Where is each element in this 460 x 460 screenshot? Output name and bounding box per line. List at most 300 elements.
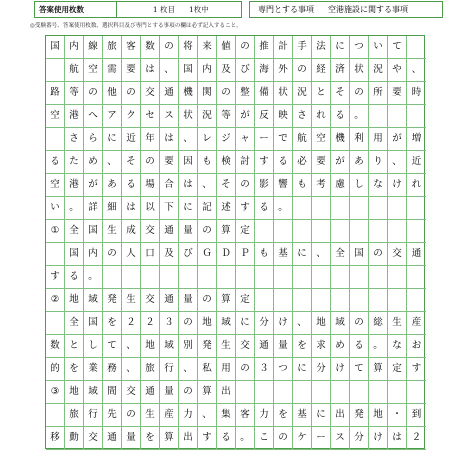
answer-cell: 。	[274, 197, 293, 220]
answer-cell: の	[160, 36, 179, 59]
answer-cell	[407, 197, 426, 220]
answer-cell: 内	[84, 243, 103, 266]
answer-cell: 。	[84, 266, 103, 289]
answer-cell: 産	[160, 404, 179, 427]
answer-cell: る	[122, 174, 141, 197]
answer-cell: 量	[160, 381, 179, 404]
answer-cell: 機	[331, 128, 350, 151]
sheet-count-box	[34, 1, 242, 18]
answer-cell: 国	[84, 220, 103, 243]
answer-cell: 他	[103, 82, 122, 105]
answer-cell	[331, 289, 350, 312]
answer-cell	[46, 128, 65, 151]
answer-cell: 、	[293, 312, 312, 335]
answer-cell: つ	[274, 358, 293, 381]
answer-cell	[312, 289, 331, 312]
answer-cell: 等	[217, 105, 236, 128]
answer-cell: け	[274, 312, 293, 335]
answer-cell: 口	[141, 243, 160, 266]
answer-cell: Ｐ	[236, 243, 255, 266]
answer-cell: の	[293, 59, 312, 82]
answer-cell: ２	[141, 312, 160, 335]
answer-cell	[388, 220, 407, 243]
answer-cell: 、	[122, 335, 141, 358]
answer-cell: 出	[331, 404, 350, 427]
answer-cell: 。	[236, 427, 255, 450]
sheet-current: 1 枚目	[152, 5, 175, 14]
answer-cell	[141, 266, 160, 289]
answer-cell: 基	[293, 404, 312, 427]
answer-cell: す	[407, 358, 426, 381]
answer-cell	[369, 197, 388, 220]
answer-cell: が	[388, 128, 407, 151]
answer-cell: の	[350, 82, 369, 105]
answer-cell	[46, 243, 65, 266]
answer-cell	[198, 266, 217, 289]
answer-cell: 、	[103, 151, 122, 174]
answer-cell: 港	[65, 105, 84, 128]
answer-cell: は	[160, 128, 179, 151]
answer-cell: ジ	[217, 128, 236, 151]
answer-cell: そ	[122, 151, 141, 174]
answer-cell: 合	[160, 174, 179, 197]
answer-cell	[312, 197, 331, 220]
specialty-box	[249, 1, 443, 18]
answer-cell: 済	[331, 59, 350, 82]
answer-cell: 国	[84, 312, 103, 335]
answer-cell: 要	[388, 82, 407, 105]
answer-cell	[217, 266, 236, 289]
answer-cell	[46, 59, 65, 82]
answer-cell: 交	[141, 82, 160, 105]
answer-cell: の	[217, 82, 236, 105]
answer-cell: 、	[388, 151, 407, 174]
specialty-label: 専門とする事項	[258, 5, 314, 14]
answer-cell: れ	[312, 105, 331, 128]
answer-cell: す	[236, 197, 255, 220]
answer-cell	[388, 105, 407, 128]
answer-cell: 計	[274, 36, 293, 59]
answer-cell: る	[65, 266, 84, 289]
answer-cell: し	[350, 174, 369, 197]
answer-cell: に	[293, 358, 312, 381]
answer-cell: 将	[179, 36, 198, 59]
answer-cell: 国	[46, 36, 65, 59]
answer-cell: 全	[65, 220, 84, 243]
answer-cell: 詳	[84, 197, 103, 220]
answer-cell: 通	[255, 335, 274, 358]
answer-cell: 線	[84, 36, 103, 59]
answer-cell: に	[179, 197, 198, 220]
answer-cell: ②	[46, 289, 65, 312]
answer-cell: ２	[122, 312, 141, 335]
answer-cell: め	[84, 151, 103, 174]
answer-cell: 港	[65, 174, 84, 197]
answer-cell: が	[236, 105, 255, 128]
answer-cell: 状	[350, 59, 369, 82]
answer-cell: 。	[65, 197, 84, 220]
answer-cell: の	[369, 243, 388, 266]
answer-cell: 通	[160, 289, 179, 312]
answer-cell: 国	[65, 243, 84, 266]
answer-cell: 近	[122, 128, 141, 151]
answer-cell: 業	[84, 358, 103, 381]
answer-cell: 私	[198, 358, 217, 381]
answer-cell: あ	[350, 151, 369, 174]
answer-cell: 発	[198, 335, 217, 358]
answer-cell: と	[65, 335, 84, 358]
answer-cell: れ	[407, 174, 426, 197]
answer-cell: 産	[407, 312, 426, 335]
answer-cell: 通	[160, 220, 179, 243]
answer-cell: 空	[46, 174, 65, 197]
answer-cell: 利	[350, 128, 369, 151]
answer-cell: 生	[103, 220, 122, 243]
answer-cell: ・	[388, 404, 407, 427]
answer-cell: 発	[350, 404, 369, 427]
answer-cell: 量	[274, 335, 293, 358]
answer-cell: 備	[255, 82, 274, 105]
answer-cell: 地	[141, 335, 160, 358]
answer-cell: 地	[369, 404, 388, 427]
answer-cell: 旅	[141, 358, 160, 381]
answer-cell	[255, 381, 274, 404]
answer-cell: を	[293, 335, 312, 358]
answer-cell: 等	[65, 82, 84, 105]
answer-cell: が	[84, 174, 103, 197]
answer-cell: や	[388, 59, 407, 82]
answer-cell: め	[331, 335, 350, 358]
answer-cell: 交	[84, 427, 103, 450]
answer-cell: 交	[141, 220, 160, 243]
answer-cell: る	[331, 105, 350, 128]
answer-cell: 旅	[65, 404, 84, 427]
answer-cell: 空	[46, 105, 65, 128]
answer-cell: 集	[217, 404, 236, 427]
answer-cell: る	[217, 427, 236, 450]
answer-cell: 関	[198, 82, 217, 105]
answer-cell: レ	[198, 128, 217, 151]
answer-cell: の	[350, 312, 369, 335]
answer-cell: 手	[293, 36, 312, 59]
answer-cell: Ｇ	[198, 243, 217, 266]
answer-cell: 場	[141, 174, 160, 197]
answer-cell: 来	[198, 36, 217, 59]
answer-cell: 交	[236, 335, 255, 358]
answer-cell	[274, 220, 293, 243]
answer-cell: の	[122, 82, 141, 105]
answer-cell	[293, 289, 312, 312]
answer-cell: 法	[312, 36, 331, 59]
answer-cell: Ｄ	[217, 243, 236, 266]
answer-cell	[331, 220, 350, 243]
answer-cell: 出	[179, 427, 198, 450]
answer-cell: な	[388, 335, 407, 358]
answer-cell: 生	[141, 404, 160, 427]
answer-cell	[274, 289, 293, 312]
answer-cell: 旅	[103, 36, 122, 59]
answer-cell: 値	[217, 36, 236, 59]
answer-cell: 響	[274, 174, 293, 197]
answer-cell: 反	[255, 105, 274, 128]
answer-cell: 算	[217, 289, 236, 312]
answer-cell: 客	[122, 36, 141, 59]
answer-cell: 路	[46, 82, 65, 105]
answer-cell: ２	[407, 427, 426, 450]
answer-cell: 時	[407, 82, 426, 105]
answer-cell	[274, 381, 293, 404]
answer-cell: 量	[179, 289, 198, 312]
answer-cell: 生	[217, 335, 236, 358]
answer-cell: 成	[122, 220, 141, 243]
answer-cell: さ	[65, 128, 84, 151]
answer-cell: つ	[350, 36, 369, 59]
answer-cell: の	[236, 174, 255, 197]
answer-cell: セ	[141, 105, 160, 128]
answer-cell: 通	[407, 243, 426, 266]
answer-cell	[407, 105, 426, 128]
answer-cell: に	[312, 404, 331, 427]
answer-cell: ら	[84, 128, 103, 151]
answer-cell: て	[350, 358, 369, 381]
answer-cell: 影	[255, 174, 274, 197]
answer-cell: 域	[217, 312, 236, 335]
answer-cell	[350, 266, 369, 289]
answer-cell: る	[350, 335, 369, 358]
answer-cell: 数	[141, 36, 160, 59]
answer-cell: 及	[217, 59, 236, 82]
answer-cell: 到	[407, 404, 426, 427]
answer-cell: 算	[369, 358, 388, 381]
answer-cell: 人	[122, 243, 141, 266]
answer-cell	[369, 266, 388, 289]
answer-cell	[407, 36, 426, 59]
answer-cell: 経	[312, 59, 331, 82]
answer-cell: 用	[369, 128, 388, 151]
answer-cell: 間	[103, 381, 122, 404]
answer-cell: て	[388, 36, 407, 59]
answer-cell: を	[274, 404, 293, 427]
answer-cell: 算	[198, 381, 217, 404]
answer-cell	[388, 197, 407, 220]
answer-cell: に	[103, 128, 122, 151]
answer-cell: 要	[122, 59, 141, 82]
answer-cell: 記	[198, 197, 217, 220]
answer-cell: の	[236, 358, 255, 381]
answer-cell	[312, 266, 331, 289]
answer-cell: 通	[160, 82, 179, 105]
answer-cell: に	[293, 243, 312, 266]
answer-cell: 地	[65, 381, 84, 404]
answer-cell: 別	[179, 335, 198, 358]
answer-cell: び	[236, 59, 255, 82]
answer-cell: こ	[255, 427, 274, 450]
answer-cell: 通	[103, 427, 122, 450]
sheet-total: 1枚中	[189, 5, 209, 14]
answer-cell: ャ	[236, 128, 255, 151]
answer-cell: 全	[331, 243, 350, 266]
answer-cell: 出	[217, 381, 236, 404]
answer-cell: 地	[198, 312, 217, 335]
answer-cell: 空	[84, 59, 103, 82]
answer-cell: 的	[46, 358, 65, 381]
answer-grid	[45, 35, 425, 449]
answer-cell	[236, 266, 255, 289]
specialty-value: 空港施設に関する事項	[328, 5, 408, 14]
answer-cell: た	[65, 151, 84, 174]
answer-cell: 量	[179, 220, 198, 243]
answer-cell: け	[369, 427, 388, 450]
answer-cell: 交	[141, 289, 160, 312]
answer-cell	[179, 266, 198, 289]
answer-cell: 求	[312, 335, 331, 358]
answer-cell: に	[236, 312, 255, 335]
answer-cell: 検	[217, 151, 236, 174]
answer-cell: い	[46, 197, 65, 220]
answer-cell: 移	[46, 427, 65, 450]
answer-cell: の	[103, 243, 122, 266]
answer-cell: 航	[65, 59, 84, 82]
answer-cell: 必	[293, 151, 312, 174]
answer-cell: 況	[369, 59, 388, 82]
answer-cell: あ	[103, 174, 122, 197]
answer-cell: 力	[255, 404, 274, 427]
answer-cell: ３	[255, 358, 274, 381]
answer-cell: 域	[84, 289, 103, 312]
answer-cell: 先	[103, 404, 122, 427]
answer-cell: 増	[407, 128, 426, 151]
answer-cell: い	[369, 36, 388, 59]
answer-cell: 国	[179, 59, 198, 82]
answer-cell: 需	[103, 59, 122, 82]
answer-cell	[388, 289, 407, 312]
answer-cell: 動	[65, 427, 84, 450]
answer-cell: ③	[46, 381, 65, 404]
answer-cell: 、	[198, 404, 217, 427]
answer-cell: し	[84, 335, 103, 358]
answer-cell: 、	[179, 358, 198, 381]
answer-cell	[293, 266, 312, 289]
answer-cell: 総	[369, 312, 388, 335]
answer-cell: は	[179, 174, 198, 197]
answer-cell	[160, 266, 179, 289]
answer-cell: 地	[312, 312, 331, 335]
answer-cell	[255, 220, 274, 243]
answer-cell: す	[198, 427, 217, 450]
answer-cell: 算	[217, 220, 236, 243]
answer-cell: 定	[388, 358, 407, 381]
answer-cell: び	[179, 243, 198, 266]
answer-cell	[103, 266, 122, 289]
answer-cell	[236, 381, 255, 404]
answer-cell: 外	[274, 59, 293, 82]
answer-cell	[388, 266, 407, 289]
answer-cell: 客	[236, 404, 255, 427]
answer-cell: ー	[312, 427, 331, 450]
answer-cell: 航	[293, 128, 312, 151]
answer-cell: お	[407, 335, 426, 358]
answer-cell	[293, 197, 312, 220]
answer-cell: 地	[65, 289, 84, 312]
answer-cell: て	[103, 335, 122, 358]
answer-cell: る	[46, 151, 65, 174]
answer-cell: り	[369, 151, 388, 174]
answer-cell: も	[255, 243, 274, 266]
answer-cell: の	[84, 82, 103, 105]
answer-cell: 、	[198, 174, 217, 197]
answer-cell: の	[122, 404, 141, 427]
answer-cell: は	[141, 59, 160, 82]
answer-cell	[255, 289, 274, 312]
answer-cell: ３	[160, 312, 179, 335]
answer-cell: そ	[331, 82, 350, 105]
answer-cell	[407, 220, 426, 243]
answer-cell: 生	[122, 289, 141, 312]
answer-cell: 要	[160, 151, 179, 174]
answer-cell: も	[198, 151, 217, 174]
answer-cell: 所	[369, 82, 388, 105]
answer-cell	[369, 220, 388, 243]
answer-cell: 用	[217, 358, 236, 381]
answer-cell: 分	[255, 312, 274, 335]
answer-cell: 況	[293, 82, 312, 105]
answer-cell: 整	[236, 82, 255, 105]
answer-cell	[407, 381, 426, 404]
answer-cell: 状	[274, 82, 293, 105]
answer-cell: 述	[217, 197, 236, 220]
answer-cell: が	[331, 151, 350, 174]
answer-cell: と	[312, 82, 331, 105]
answer-cell: で	[274, 128, 293, 151]
answer-cell: 全	[65, 312, 84, 335]
answer-cell: に	[331, 36, 350, 59]
answer-cell: の	[179, 381, 198, 404]
answer-cell: 要	[312, 151, 331, 174]
answer-cell: へ	[84, 105, 103, 128]
answer-cell: 分	[350, 427, 369, 450]
answer-cell: の	[179, 312, 198, 335]
answer-cell	[274, 266, 293, 289]
answer-cell	[407, 266, 426, 289]
answer-cell: す	[46, 266, 65, 289]
answer-cell: を	[141, 427, 160, 450]
answer-cell: の	[236, 36, 255, 59]
answer-cell: ①	[46, 220, 65, 243]
answer-cell	[312, 381, 331, 404]
answer-cell: そ	[217, 174, 236, 197]
answer-cell: 年	[141, 128, 160, 151]
answer-cell: 内	[198, 59, 217, 82]
answer-cell: 通	[141, 381, 160, 404]
answer-cell: も	[293, 174, 312, 197]
answer-cell	[255, 266, 274, 289]
answer-cell: 定	[236, 220, 255, 243]
answer-cell	[312, 220, 331, 243]
answer-cell: 交	[388, 243, 407, 266]
answer-cell: 、	[312, 243, 331, 266]
answer-cell: の	[141, 151, 160, 174]
answer-cell: ク	[122, 105, 141, 128]
answer-cell: を	[103, 312, 122, 335]
answer-cell: 域	[160, 335, 179, 358]
answer-cell: 海	[255, 59, 274, 82]
answer-cell: 分	[312, 358, 331, 381]
answer-cell: な	[369, 174, 388, 197]
answer-cell: 細	[103, 197, 122, 220]
answer-cell: 考	[312, 174, 331, 197]
answer-cell: 以	[141, 197, 160, 220]
answer-cell: 行	[84, 404, 103, 427]
